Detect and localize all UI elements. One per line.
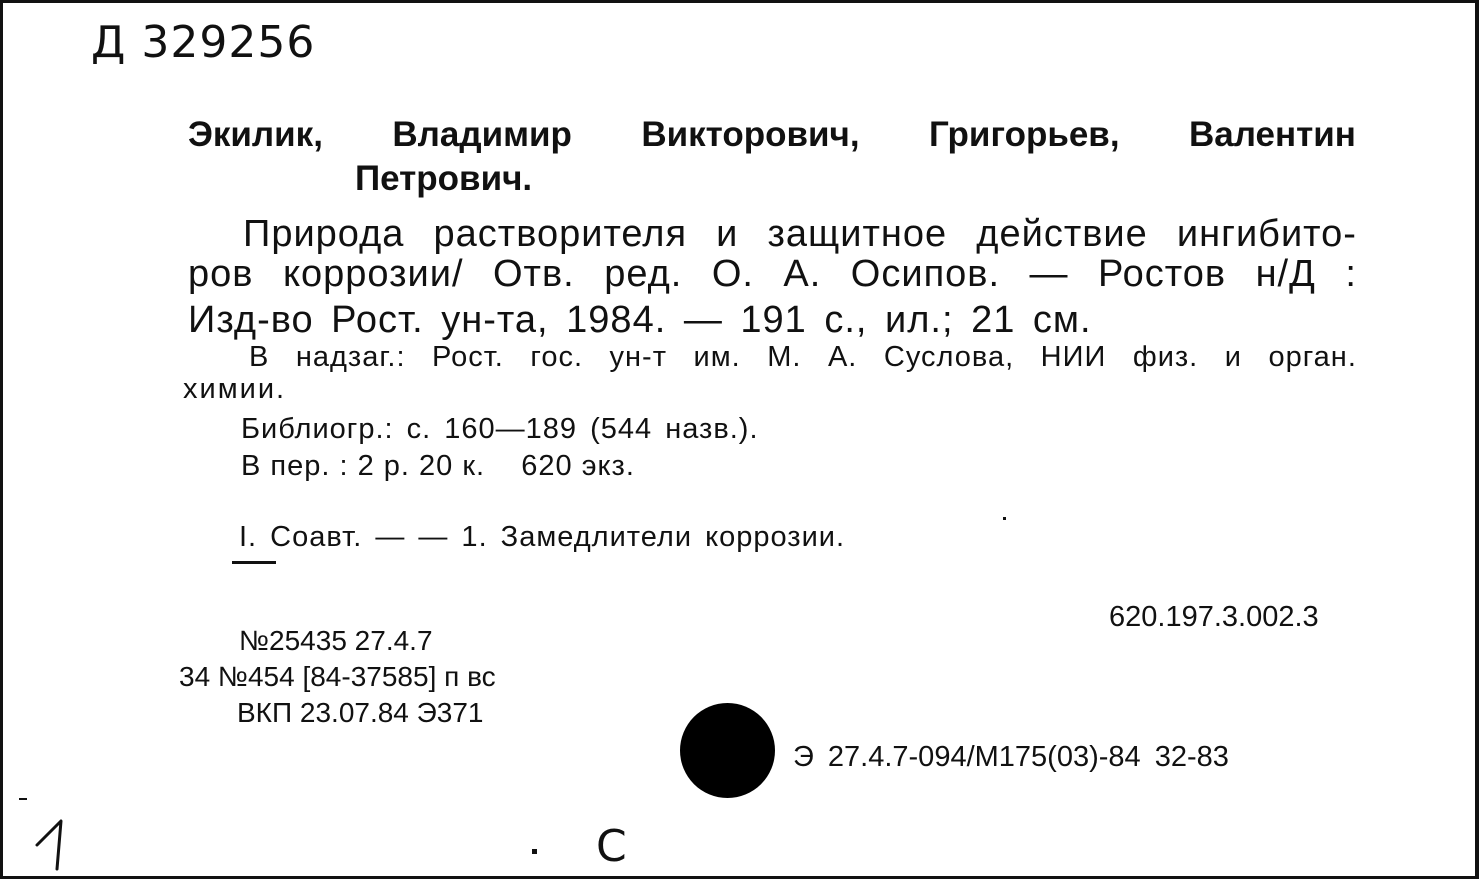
title-word: н/Д	[1255, 253, 1316, 295]
nadzag-note-continued: химии.	[183, 373, 287, 405]
note-word: физ.	[1132, 341, 1199, 373]
title-word: действие	[976, 213, 1148, 255]
title-word: и	[716, 213, 739, 255]
title-word: Природа	[243, 213, 405, 255]
note-word: Суслова,	[883, 341, 1015, 373]
price-note: В пер. : 2 р. 20 к. 620 экз.	[241, 450, 635, 482]
accession-line-1: №25435 27.4.7	[239, 625, 433, 656]
note-word: надзаг.:	[295, 341, 406, 373]
title-word: Отв.	[493, 253, 575, 295]
note-word: НИИ	[1040, 341, 1107, 373]
note-word: А.	[827, 341, 858, 373]
handwritten-mark-bottom: С	[596, 821, 627, 872]
udc-number: 620.197.3.002.3	[1109, 601, 1319, 633]
note-word: и	[1224, 341, 1242, 373]
authors-line-2: Петрович.	[355, 159, 533, 198]
handwritten-mark-left	[31, 811, 71, 871]
author-word: Валентин	[1189, 115, 1356, 154]
note-word: Рост.	[432, 341, 504, 373]
author-word: Григорьев,	[929, 115, 1120, 154]
note-word: гос.	[530, 341, 584, 373]
author-word: Викторович,	[641, 115, 860, 154]
title-word: ров	[188, 253, 254, 295]
underline-mark	[232, 561, 276, 564]
note-word: ун-т	[609, 341, 667, 373]
note-word: им.	[693, 341, 741, 373]
note-word: В	[249, 341, 270, 373]
title-word: Осипов.	[850, 253, 1001, 295]
note-word: орган.	[1268, 341, 1357, 373]
accession-line-2: 34 №454 [84-37585] п вс	[179, 661, 496, 692]
author-word: Владимир	[392, 115, 572, 154]
speck	[19, 798, 27, 800]
title-word: :	[1345, 253, 1357, 295]
title-line-1	[243, 213, 1357, 256]
author-word: Экилик,	[188, 115, 323, 154]
title-word: ред.	[604, 253, 683, 295]
title-word: А.	[783, 253, 822, 295]
title-word: —	[1029, 253, 1069, 295]
title-line-2	[188, 253, 1357, 296]
punch-hole	[680, 703, 775, 798]
speck	[532, 849, 537, 854]
bibliography-note: Библиогр.: с. 160—189 (544 назв.).	[241, 413, 759, 445]
title-word: О.	[711, 253, 754, 295]
title-word: растворителя	[433, 213, 688, 255]
catalog-code: Э 27.4.7-094/М175(03)-84 32-83	[793, 741, 1229, 773]
title-word: коррозии/	[282, 253, 464, 295]
note-word: М.	[767, 341, 802, 373]
title-word: ингибито-	[1176, 213, 1357, 255]
shelf-mark: Д 329256	[91, 17, 316, 68]
nadzag-note	[249, 341, 1357, 374]
accession-line-3: ВКП 23.07.84 Э371	[237, 697, 484, 728]
tracings-note: I. Соавт. — — 1. Замедлители коррозии.	[239, 521, 846, 553]
speck	[1003, 517, 1006, 520]
authors-line-1	[188, 115, 1356, 155]
imprint-line: Изд-во Рост. ун-та, 1984. — 191 с., ил.; 21 см.	[188, 299, 1092, 341]
title-word: Ростов	[1097, 253, 1227, 295]
title-word: защитное	[767, 213, 948, 255]
